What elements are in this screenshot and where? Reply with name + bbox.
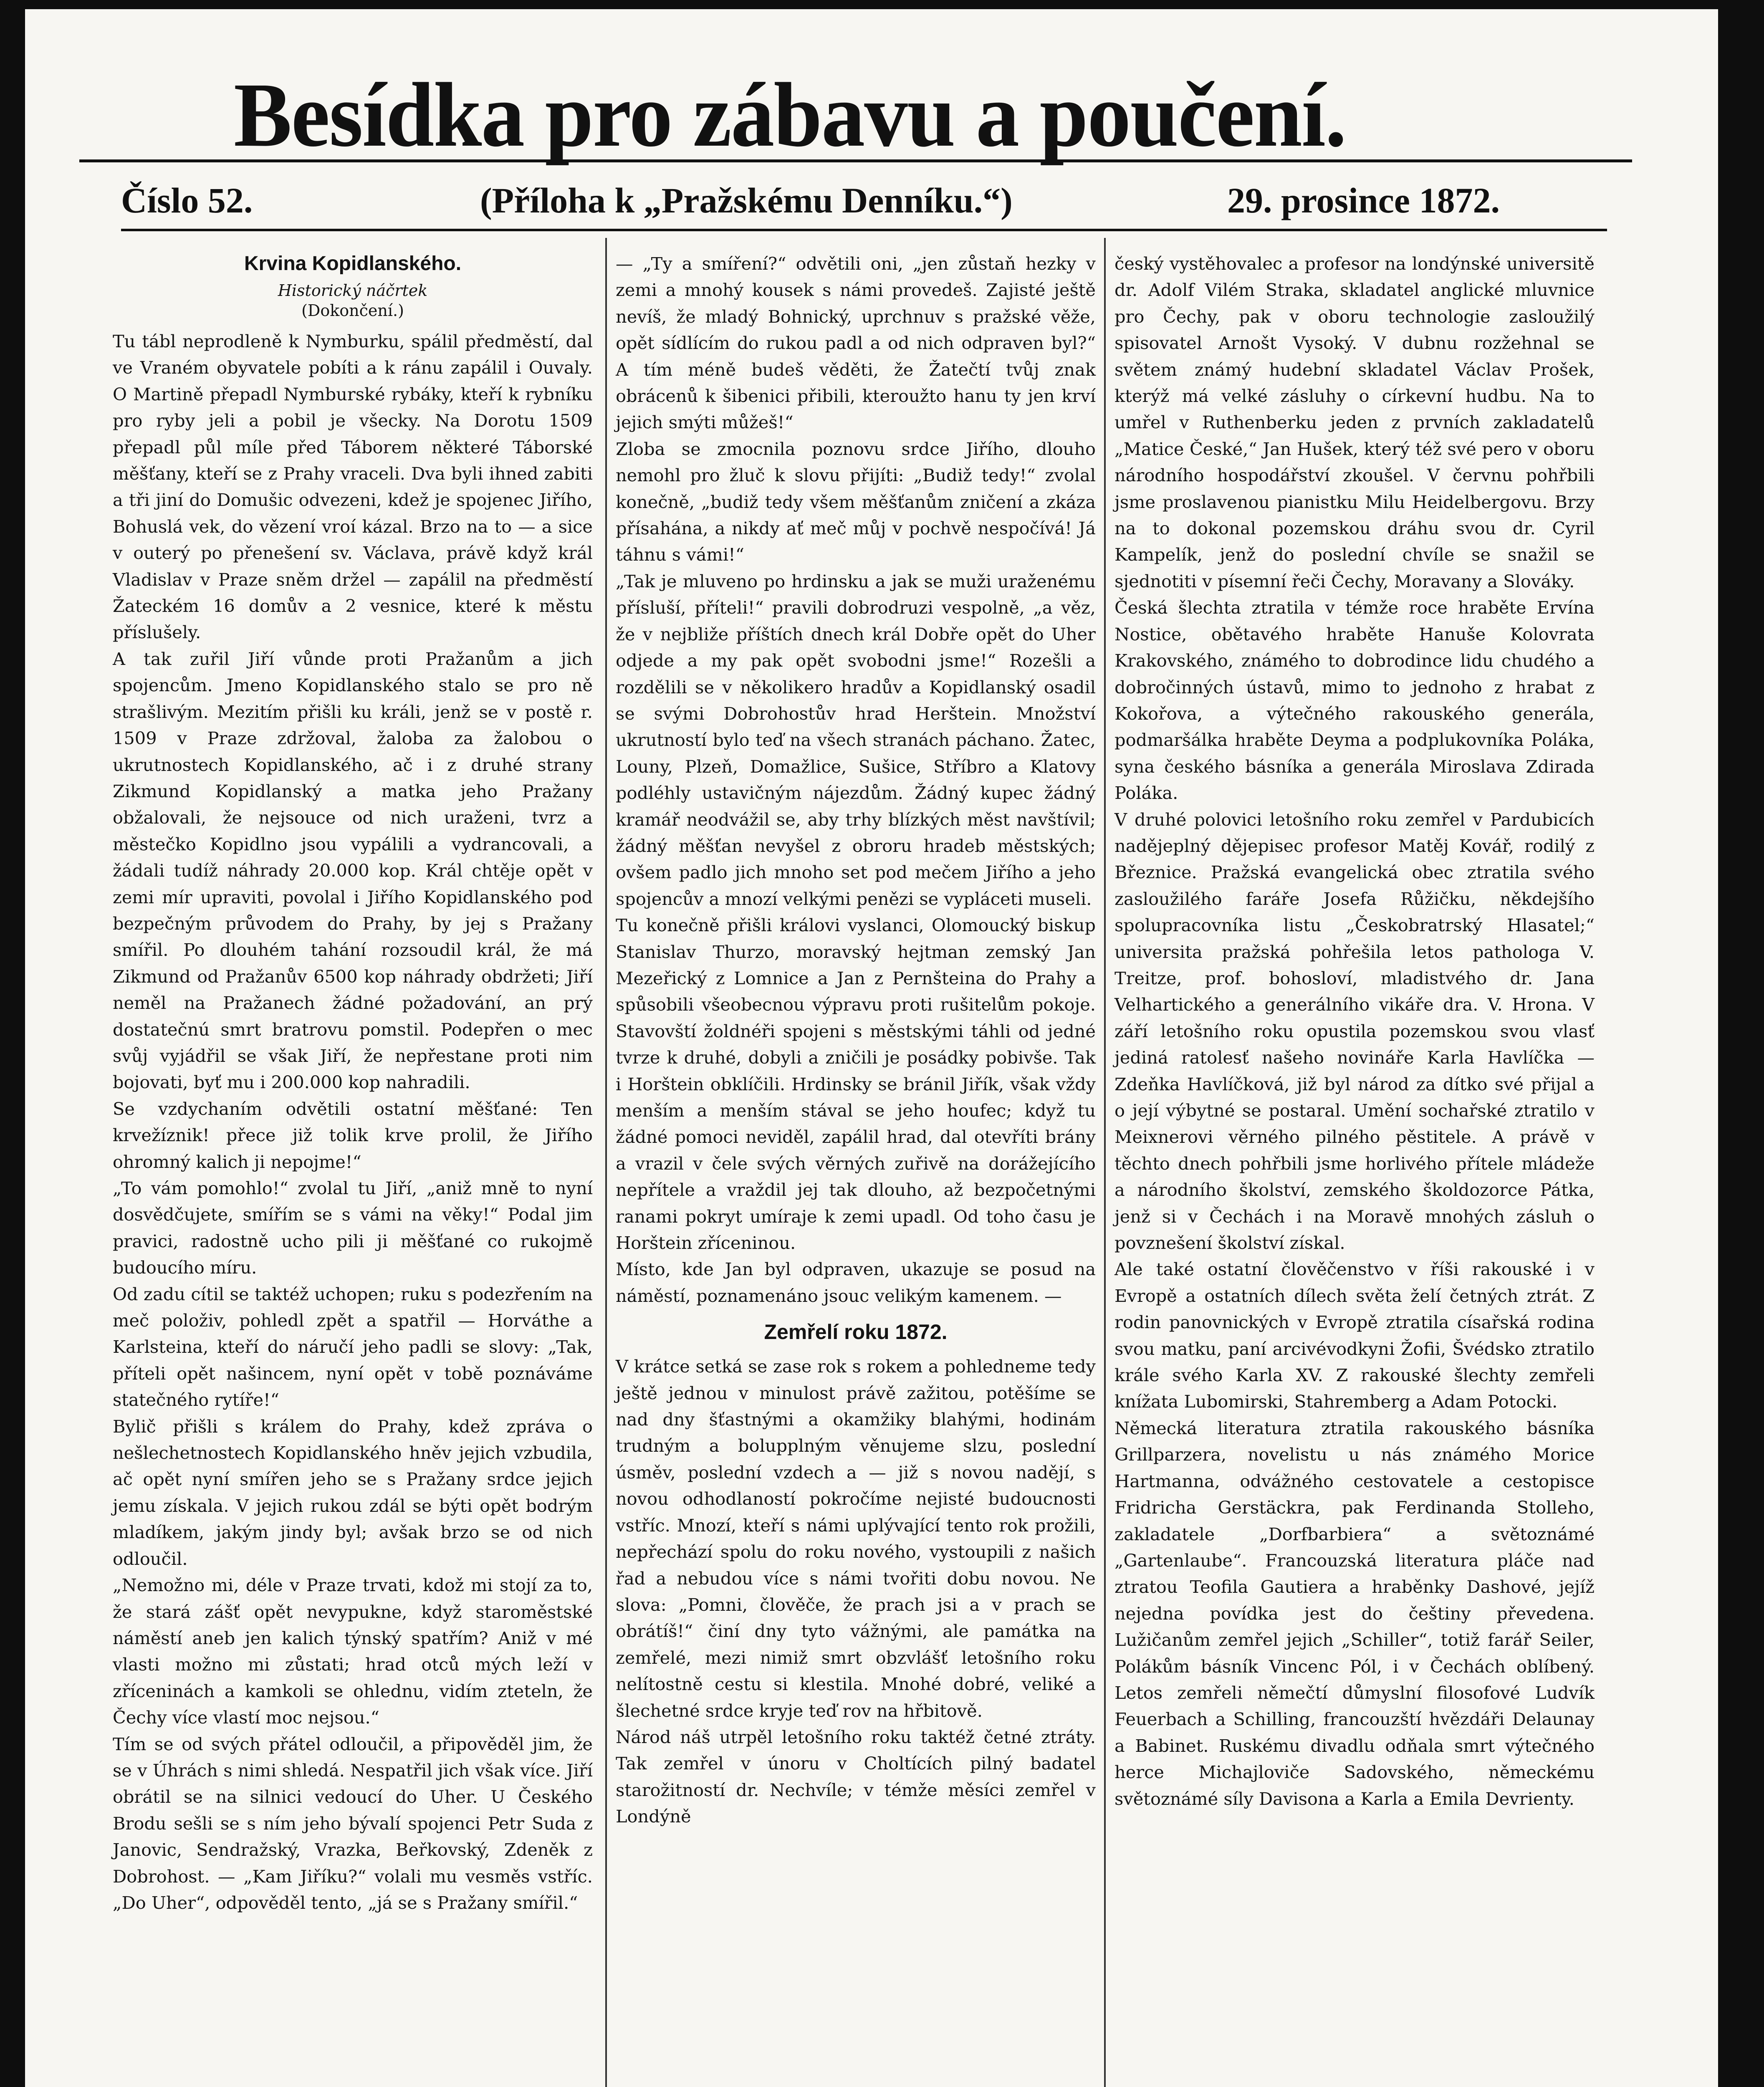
paragraph: Bylič přišli s králem do Prahy, kdež zpráva o nešlechetnostech Kopidlanského hněv jejich vzbudila, ač opět nyní smířen jeho se s Pražany srdce jejich jemu získala. V jejich rukou zdál se býti opět bodrým mladíkem, jakým jindy byl; avšak brzo se od nich odloučil. <box>113 1416 593 1569</box>
paragraph: „Tak je mluveno po hrdinsku a jak se muži uraženému přísluší, příteli!“ pravili dobrodruzi vespolně, „a věz, že v nejbliže příštích dnech král Dobře opět do Uher odjede a my pak opět svobodni jsme!“ Rozešli a rozdělili se v několikero hradův a Kopidlanský osadil se svými Dobrohostův hrad Herštein. Množství ukrutností bylo teď na všech stranách páchano. Žatec, Louny, Plzeň, Domažlice, Sušice, Stříbro a Klatovy podléhly ustavičným nájezdům. Žádný kupec žádný kramář neodvážil se, aby trhy blízkých měst navštívil; žádný měšťan nevyšel z obroru hradeb městských; ovšem padlo jich mnoho set pod mečem Jiřího a jeho spojencův a mnozí velkými penězi se vypláceti museli. <box>616 571 1096 909</box>
paragraph: „To vám pomohlo!“ zvolal tu Jiří, „aniž mně to nyní dosvědčujete, smířím se s vámi na věky!“ Podal jim pravici, radostně ucho pili ji měšťané co rukojmě budoucího míru. <box>113 1178 593 1278</box>
paragraph: Se vzdychaním odvětili ostatní měšťané: Ten krvežíznik! přece již tolik krve prolil, že Jiřího ohromný kalich ji nepojme!“ <box>113 1098 593 1172</box>
column-1 <box>113 250 593 1916</box>
column-rule-2 <box>1104 238 1106 2087</box>
obituary-body-continued <box>1115 250 1595 1812</box>
masthead-title: Besídka pro zábavu a poučení. <box>234 64 1346 166</box>
paragraph: Německá literatura ztratila rakouského básníka Grillparzera, novelistu u nás známého Morice Hartmanna, odvážného cestovatele a cestopisce Fridricha Gerstäckra, pak Ferdinanda Stolleho, zakladatele „Dorfbarbiera“ a světoznámé „Gartenlaube“. Francouzská literatura pláče nad ztratou Teofila Gautiera a hraběnky Dashové, jejíž nejedna povídka jest do češtiny převedena. Lužičanům zemřel jejich „Schiller“, totiž farář Seiler, Polákům básník Vincenc Pól, i v Čechách oblíbený. Letos zemřeli němečtí důmyslní filosofové Ludvík Feuerbach a Schilling, francouzští hvězdáři Delaunay a Babinet. Ruskému divadlu odňala smrt výtečného herce Michajloviče Sadovského, německému světoznámé síly Davisona a Karla a Emila Devrienty. <box>1115 1417 1595 1809</box>
paragraph: Česká šlechta ztratila v témže roce hraběte Ervína Nostice, obětavého hraběte Hanuše Kolovrata Krakovského, známého to dobrodince lidu chudého a dobročinných ústavů, mimo to jednoho z hrabat z Kokořova, a výtečného rakouského generála, podmaršálka hraběte Deyma a podplukovníka Poláka, syna českého básníka a generála Miroslava Zdirada Poláka. <box>1115 597 1595 803</box>
article-subtitle: Historický náčrtek <box>278 281 428 300</box>
masthead-rule <box>79 159 1632 162</box>
scan-border-left <box>0 0 25 2087</box>
scan-border-right <box>1718 0 1764 2087</box>
column-2 <box>616 250 1096 1830</box>
paragraph: V krátce setká se zase rok s rokem a pohledneme tedy ještě jednou v minulost právě zažitou, potěšíme se nad dny šťastnými a okamžiky blahými, hodinám trudným a bolupplným věnujeme slzu, poslední úsměv, poslední vzdech a — již s novou nadějí, s novou odhodlaností pokročíme nejisté budoucnosti vstříc. Mnozí, kteří s námi uplývající tento rok prožili, nepřechází spolu do roku nového, vystoupili z našich řad a nebudou více s námi tvořiti dobu novou. Ne slova: „Pomni, člověče, že prach jsi a v prach se obrátíš!“ činí dny tyto vážnými, ale památka na zemřelé, mezi nimiž smrt obzvlášť letošního roku nelítostně cestu si klestila. Mnohé dobré, veliké a šlechetné srdce kryje teď rov na hřbitově. <box>616 1356 1096 1721</box>
issue-date: 29. prosince 1872. <box>1227 180 1500 220</box>
supplement-note: (Příloha k „Pražskému Denníku.“) <box>480 180 1013 220</box>
paragraph: V druhé polovici letošního roku zemřel v Pardubicích nadějeplný dějepisec profesor Matěj Kovář, rodilý z Březnice. Pražská evangelická obec ztratila svého zasloužilého faráře Josefa Růžičku, někdejšího spolupracovníka listu „Českobratrský Hlasatel;“ universita pražská pohřešila letos pathologa V. Treitze, prof. bohosloví, mladistvého dr. Jana Velhartického a generálního vikáře dra. V. Hrona. V září letošního roku opustila pozemskou svou vlasť jediná ratolesť našeho novináře Karla Havlíčka — Zdeňka Havlíčková, již byl národ za dítko své přijal a o její výbytné se postaral. Umění sochařské ztratilo v Meixnerovi věrného pilného pěstitele. A právě v těchto dnech pohřbili jsme horlivého přítele mládeže a národního školství, zemského školdozorce Pátka, jenž si v Čechách i na Moravě mnohých zásluh o povznešení školství získal. <box>1115 809 1595 1253</box>
column-rule-1 <box>605 238 607 2087</box>
issue-rule <box>121 229 1607 231</box>
paragraph: Tím se od svých přátel odloučil, a připověděl jim, že se v Úhrách s nimi shledá. Nespatřil jich však více. Jiří obrátil se na silnici vedoucí do Uher. U Českého Brodu sešli se s ním jeho bývalí spojenci Petr Suda z Janovic, Sendražský, Vrazka, Beřkovský, Zdeněk z Dobrohost. — „Kam Jiříku?“ volali mu vesměs vstříc. „Do Uher“, odpověděl tento, „já se s Pražany smířil.“ <box>113 1733 593 1913</box>
paragraph: český vystěhovalec a profesor na londýnské universitě dr. Adolf Vilém Straka, skladatel anglické mluvnice pro Čechy, pak v oboru technologie zasloužilý spisovatel Arnošt Vysoký. V dubnu rozžehnal se světem známý hudební skladatel Václav Prošek, kterýž má velké zásluhy o církevní hudbu. Na to umřel v Ruthenberku jeden z prvních zakladatelů „Matice České,“ Jan Hušek, který též své pero v oboru národního hospodářství zkoušel. V červnu pohřbili jsme proslavenou pianistku Milu Heidelbergovu. Brzy na to dokonal pozemskou dráhu svou dr. Cyril Kampelík, jenž do poslední chvíle se snažil se sjednotiti v písemní řeči Čechy, Moravany a Slováky. <box>1115 253 1595 591</box>
paragraph: — „Ty a smíření?“ odvětili oni, „jen zůstaň hezky v zemi a mnohý kousek s námi provedeš. Zajisté ještě nevíš, že mladý Bohnický, uprchnuv s pražské věže, opět sídlícím do rukou padl a od nich odpraven byl?“ A tím méně budeš věděti, že Žatečtí tvůj znak obrácenů k šibenici přibili, kteroužto hanu ty jen krví jejich smýti můžeš!“ <box>616 253 1096 433</box>
paragraph: Ale také ostatní člověčenstvo v říši rakouské i v Evropě a ostatních dílech světa želí četných ztrát. Z rodin panovnických v Evropě ztratila císařská rodina svou matku, paní arcivévodkyni Žofii, Švédsko ztratilo krále svého Karla XV. Z rakouské šlechty zemřeli knížata Lubomirski, Stahremberg a Adam Potocki. <box>1115 1259 1595 1412</box>
paragraph: Tu konečně přišli královi vyslanci, Olomoucký biskup Stanislav Thurzo, moravský hejtman zemský Jan Mezeřický z Lomnice a Jan z Pernšteina do Prahy a spůsobili všeobecnou výpravu proti rušitelům pokoje. Stavovští žoldnéři spojeni s městskými táhli od jedné tvrze k druhé, dobyli a zničili je posádky pobivše. Tak i Horštein obklíčili. Hrdinsky se bránil Jiřík, však vždy menším a menším stával se jeho houfec; když tu žádné pomoci neviděl, zapálil hrad, dal otevříti brány a vrazil v čele svých věrných zuřivě na dorážejícího nepřítele a vraždil jej tak dlouho, až bezpočetnými ranami pokryt umíraje k zemi upadl. Od toho času je Horštein zříceninou. <box>616 915 1096 1253</box>
issue-line <box>121 175 1603 225</box>
article-body <box>113 328 593 1916</box>
paragraph: „Nemožno mi, déle v Praze trvati, kdož mi stojí za to, že stará zášť opět nevypukne, když staroměstské náměstí aneb jen kalich týnský spatřím? Aniž v mé vlasti možno mi zůstati; hrad otců mých leží v zříceninách a kamkoli se ohlednu, vidím zteteln, že Čechy více vlastí moc nejsou.“ <box>113 1575 593 1728</box>
paragraph: A tak zuřil Jiří vůnde proti Pražanům a jich spojencům. Jmeno Kopidlanského stalo se pro ně strašlivým. Mezitím přišli ku králi, jenž se v postě r. 1509 v Praze zdržoval, žaloba za žalobou o ukrutnostech Kopidlanského, ač i z druhé strany Zikmund Kopidlanský a matka jeho Pražany obžalovali, že nejsouce od nich uraženi, tvrz a městečko Kopidlno jsou vypálili a vydrancovali, a žádali tudíž náhrady 20.000 kop. Král chtěje opět v zemi mír upraviti, povolal i Jiřího Kopidlanského pod bezpečným průvodem do Prahy, by jej s Pražany smířil. Po dlouhém tahání rozsoudil král, že má Zikmund od Pražanův 6500 kop náhrady obdržeti; Jiří neměl na Pražanech žádné požadování, an prý dostatečnú smrt bratrovu pomstil. Podepřen o mec svůj vyjádřil se však Jiří, že nepřestane proti nim bojovati, byť mu i 200.000 kop nahradili. <box>113 648 593 1093</box>
issue-number: Číslo 52. <box>121 180 253 220</box>
scan-border-top <box>0 0 1764 9</box>
paragraph: Tu tábl neprodleně k Nymburku, spálil předměstí, dal ve Vraném obyvatele pobíti a k ránu zapálil i Ouvaly. O Martině přepadl Nymburské rybáky, kteří k rybníku pro ryby jeli a pobil je všecky. Na Dorotu 1509 přepadl půl míle před Táborem některé Táborské měšťany, kteří se z Prahy vraceli. Dva byli ihned zabiti a tři jiní do Domušic odvezeni, kdež je spojenec Jiřího, Bohuslá vek, do vězení vroí kázal. Brzo na to — a sice v outerý po přenešení sv. Václava, právě když král Vladislav v Praze sněm držel — zapálil na předměstí Žateckém 16 domův a 2 vesnice, které k městu příslušely. <box>113 331 593 643</box>
paragraph: Místo, kde Jan byl odpraven, ukazuje se posud na náměstí, poznamenáno jsouc velikým kamenem. — <box>616 1259 1096 1306</box>
paragraph: Od zadu cítil se taktéž uchopen; ruku s podezřením na meč položiv, pohledl zpět a spatřil — Horváthe a Karlsteina, kteří do náručí jeho padli se slovy: „Tak, příteli opět našincem, nyní opět v tobě poznáváme statečného rytíře!“ <box>113 1284 593 1410</box>
article-body-continued <box>616 250 1096 1309</box>
article-title: Krvina Kopidlanského. <box>244 253 462 275</box>
paragraph: Zloba se zmocnila poznovu srdce Jiřího, dlouho nemohl pro žluč k slovu přijíti: „Budiž tedy!“ zvolal konečně, „budiž tedy všem měšťanům zničení a zkáza přísahána, a nikdy ať meč můj v pochvě nespočívá! Já táhnu s vámi!“ <box>616 438 1096 565</box>
obituary-body <box>616 1353 1096 1829</box>
column-3 <box>1115 250 1595 1812</box>
paragraph: Národ náš utrpěl letošního roku taktéž četné ztráty. Tak zemřel v únoru v Choltících pilný badatel starožitností dr. Nechvíle; v témže měsíci zemřel v Londýně <box>616 1726 1096 1827</box>
article-note: (Dokončení.) <box>301 301 404 320</box>
section-title: Zemřelí roku 1872. <box>764 1320 948 1344</box>
